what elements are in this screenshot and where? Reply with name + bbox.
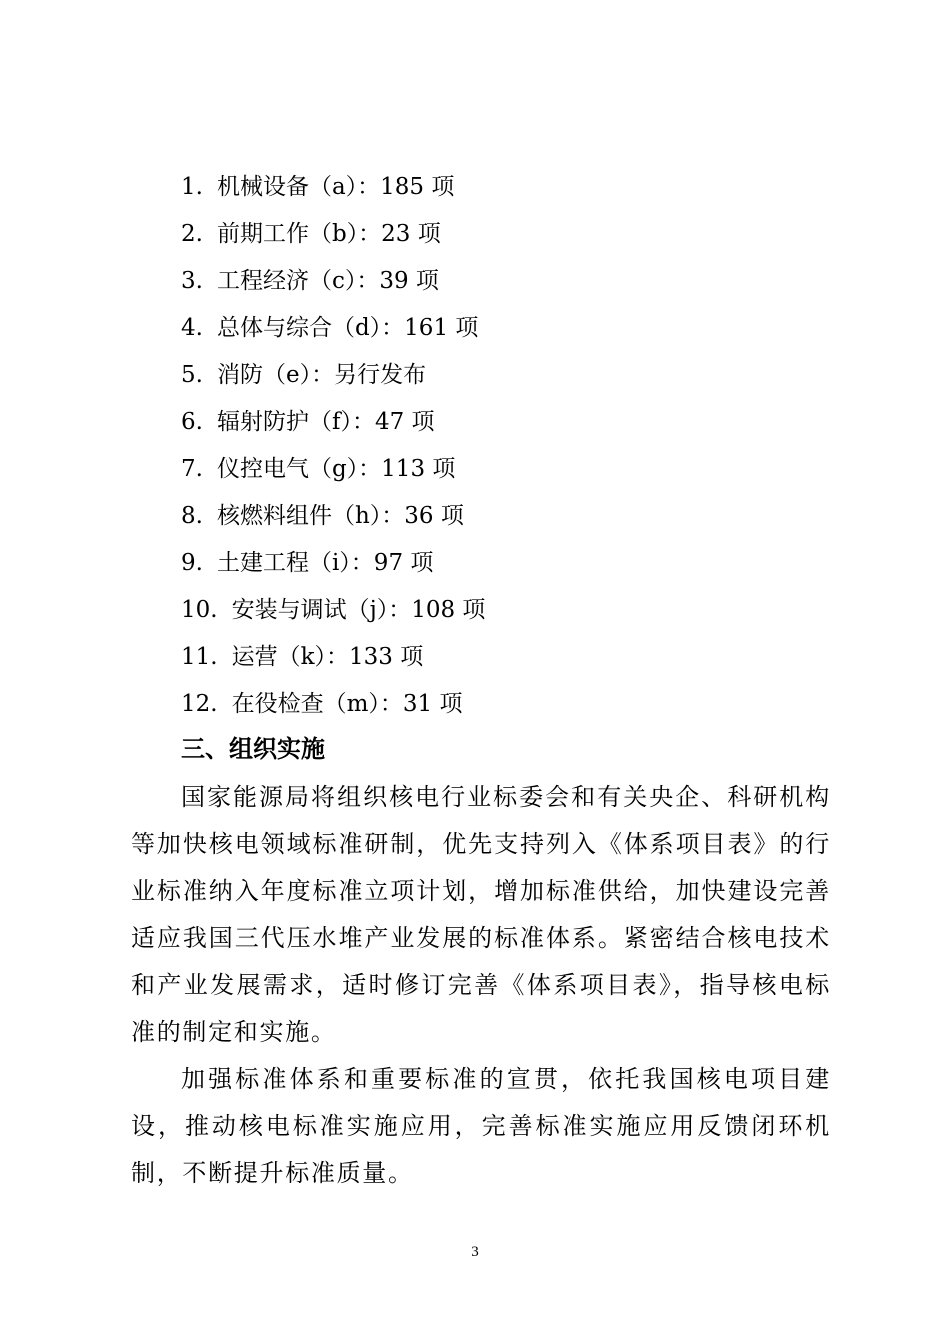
list-item [181, 542, 485, 589]
list-item-number: 5. [181, 362, 203, 388]
list-item [181, 401, 485, 448]
list-item [181, 166, 485, 213]
list-item-text: 运营（k）：133 项 [231, 644, 424, 670]
list-item-text: 安装与调试（j）：108 项 [231, 597, 486, 623]
list-item [181, 448, 485, 495]
list-item-number: 9. [181, 550, 203, 576]
list-item [181, 354, 485, 401]
section-heading: 三、组织实施 [181, 735, 325, 763]
list-item [181, 589, 485, 636]
standards-category-list [181, 166, 485, 730]
list-item [181, 213, 485, 260]
list-item-number: 11. [181, 644, 218, 670]
list-item-text: 机械设备（a）：185 项 [216, 174, 455, 200]
list-item-text: 核燃料组件（h）：36 项 [216, 503, 464, 529]
list-item-number: 1. [181, 174, 203, 200]
list-item-text: 辐射防护（f）：47 项 [216, 409, 435, 435]
list-item-number: 2. [181, 221, 203, 247]
list-item-text: 在役检查（m）：31 项 [231, 691, 463, 717]
list-item-text: 消防（e）：另行发布 [216, 362, 427, 388]
list-item-text: 前期工作（b）：23 项 [216, 221, 441, 247]
list-item-text: 总体与综合（d）：161 项 [216, 315, 479, 341]
list-item [181, 260, 485, 307]
paragraph-organization: 国家能源局将组织核电行业标委会和有关央企、科研机构等加快核电领域标准研制，优先支持列入《体系项目表》的行业标准纳入年度标准立项计划，增加标准供给，加快建设完善适应我国三代压水堆产业发展的标准体系。紧密结合核电技术和产业发展需求，适时修订完善《体系项目表》，指导核电标准的制定和实施。 [131, 783, 831, 1046]
list-item-number: 6. [181, 409, 203, 435]
page-number: 3 [471, 1244, 479, 1260]
list-item [181, 495, 485, 542]
list-item-number: 7. [181, 456, 203, 482]
list-item [181, 636, 485, 683]
list-item-text: 仪控电气（g）：113 项 [216, 456, 456, 482]
list-item-text: 土建工程（i）：97 项 [216, 550, 434, 576]
list-item-number: 12. [181, 691, 218, 717]
list-item-number: 3. [181, 268, 203, 294]
list-item-number: 4. [181, 315, 203, 341]
list-item [181, 307, 485, 354]
list-item-text: 工程经济（c）：39 项 [216, 268, 439, 294]
list-item-number: 10. [181, 597, 218, 623]
list-item [181, 683, 485, 730]
paragraph-promotion: 加强标准体系和重要标准的宣贯，依托我国核电项目建设，推动核电标准实施应用，完善标准实施应用反馈闭环机制，不断提升标准质量。 [131, 1065, 831, 1187]
list-item-number: 8. [181, 503, 203, 529]
